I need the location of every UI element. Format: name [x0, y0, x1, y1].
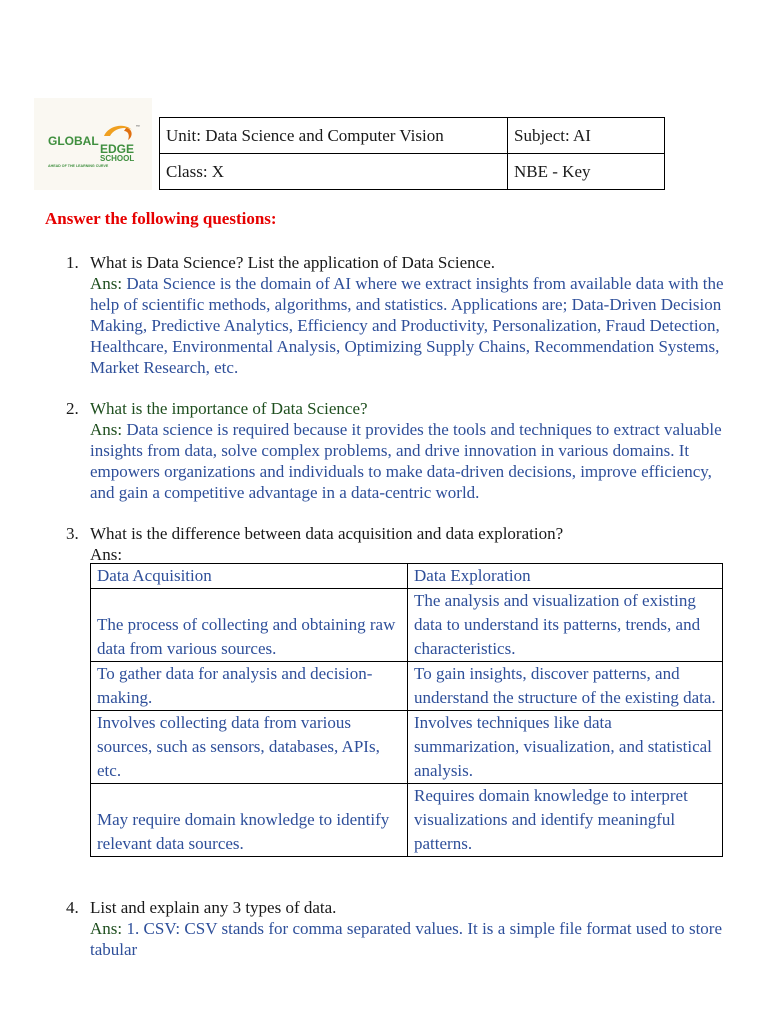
subject-cell: Subject: AI [508, 118, 665, 154]
table-cell: Involves collecting data from various sources, such as sensors, databases, APIs, etc. [91, 711, 408, 784]
table-cell: May require domain knowledge to identify relevant data sources. [91, 784, 408, 857]
table-cell: The analysis and visualization of existing data to understand its patterns, trends, and characteristics. [408, 589, 723, 662]
question-number: 4. [66, 898, 79, 917]
school-logo [34, 98, 152, 190]
question-number: 3. [66, 524, 79, 543]
logo-tm: ™ [136, 124, 140, 129]
logo-text-school: SCHOOL [100, 154, 135, 163]
table-header-row [91, 564, 723, 589]
table-cell: To gain insights, discover patterns, and understand the structure of the existing data. [408, 662, 723, 711]
class-cell: Class: X [160, 154, 508, 190]
table-cell: Requires domain knowledge to interpret visualizations and identify meaningful patterns. [408, 784, 723, 857]
comparison-table [90, 563, 723, 857]
question-text: What is Data Science? List the application of Data Science. [90, 253, 496, 272]
instructions-heading: Answer the following questions: [45, 209, 277, 228]
answer-label: Ans: [90, 545, 123, 564]
header-table [159, 117, 665, 190]
question-number: 2. [66, 399, 79, 418]
table-cell: To gather data for analysis and decision-making. [91, 662, 408, 711]
table-row [91, 662, 723, 711]
key-cell: NBE - Key [508, 154, 665, 190]
question-number: 1. [66, 253, 79, 272]
table-header-cell: Data Acquisition [91, 564, 408, 589]
answer-label: Ans: [90, 274, 123, 293]
logo-text-global: GLOBAL [48, 134, 99, 148]
table-row [91, 784, 723, 857]
table-cell: Involves techniques like data summarization, visualization, and statistical analysis. [408, 711, 723, 784]
table-cell: The process of collecting and obtaining raw data from various sources. [91, 589, 408, 662]
table-row [91, 711, 723, 784]
question-text: List and explain any 3 types of data. [90, 898, 337, 917]
logo-text-edge: EDGE [100, 142, 135, 156]
logo-tagline: AHEAD OF THE LEARNING CURVE [48, 164, 109, 168]
logo-swoosh-icon-2 [124, 128, 132, 140]
answer-text: Data science is required because it provides the tools and techniques to extract valuable insights from data, solve complex problems, and drive innovation in various domains. It empowers organizations and individuals to make data-driven decisions, improve efficiency, and gain a competitive advantage in a data-centric world. [90, 420, 722, 502]
unit-cell: Unit: Data Science and Computer Vision [160, 118, 508, 154]
table-header-cell: Data Exploration [408, 564, 723, 589]
answer-text: Data Science is the domain of AI where we extract insights from available data with the help of scientific methods, algorithms, and statistics. Applications are; Data-Driven Decision Making, Predictive Analytics, Efficiency and Productivity, Personalization, Fraud Detection, Healthcare, Environmental Analysis, Optimizing Supply Chains, Recommendation Systems, Market Research, etc. [90, 274, 724, 377]
table-row [91, 589, 723, 662]
answer-text: 1. CSV: CSV stands for comma separated values. It is a simple file format used to store tabular [90, 919, 723, 959]
question-text: What is the importance of Data Science? [90, 399, 368, 418]
answer-label: Ans: [90, 420, 123, 439]
answer-label: Ans: [90, 919, 123, 938]
question-text: What is the difference between data acquisition and data exploration? [90, 524, 564, 543]
